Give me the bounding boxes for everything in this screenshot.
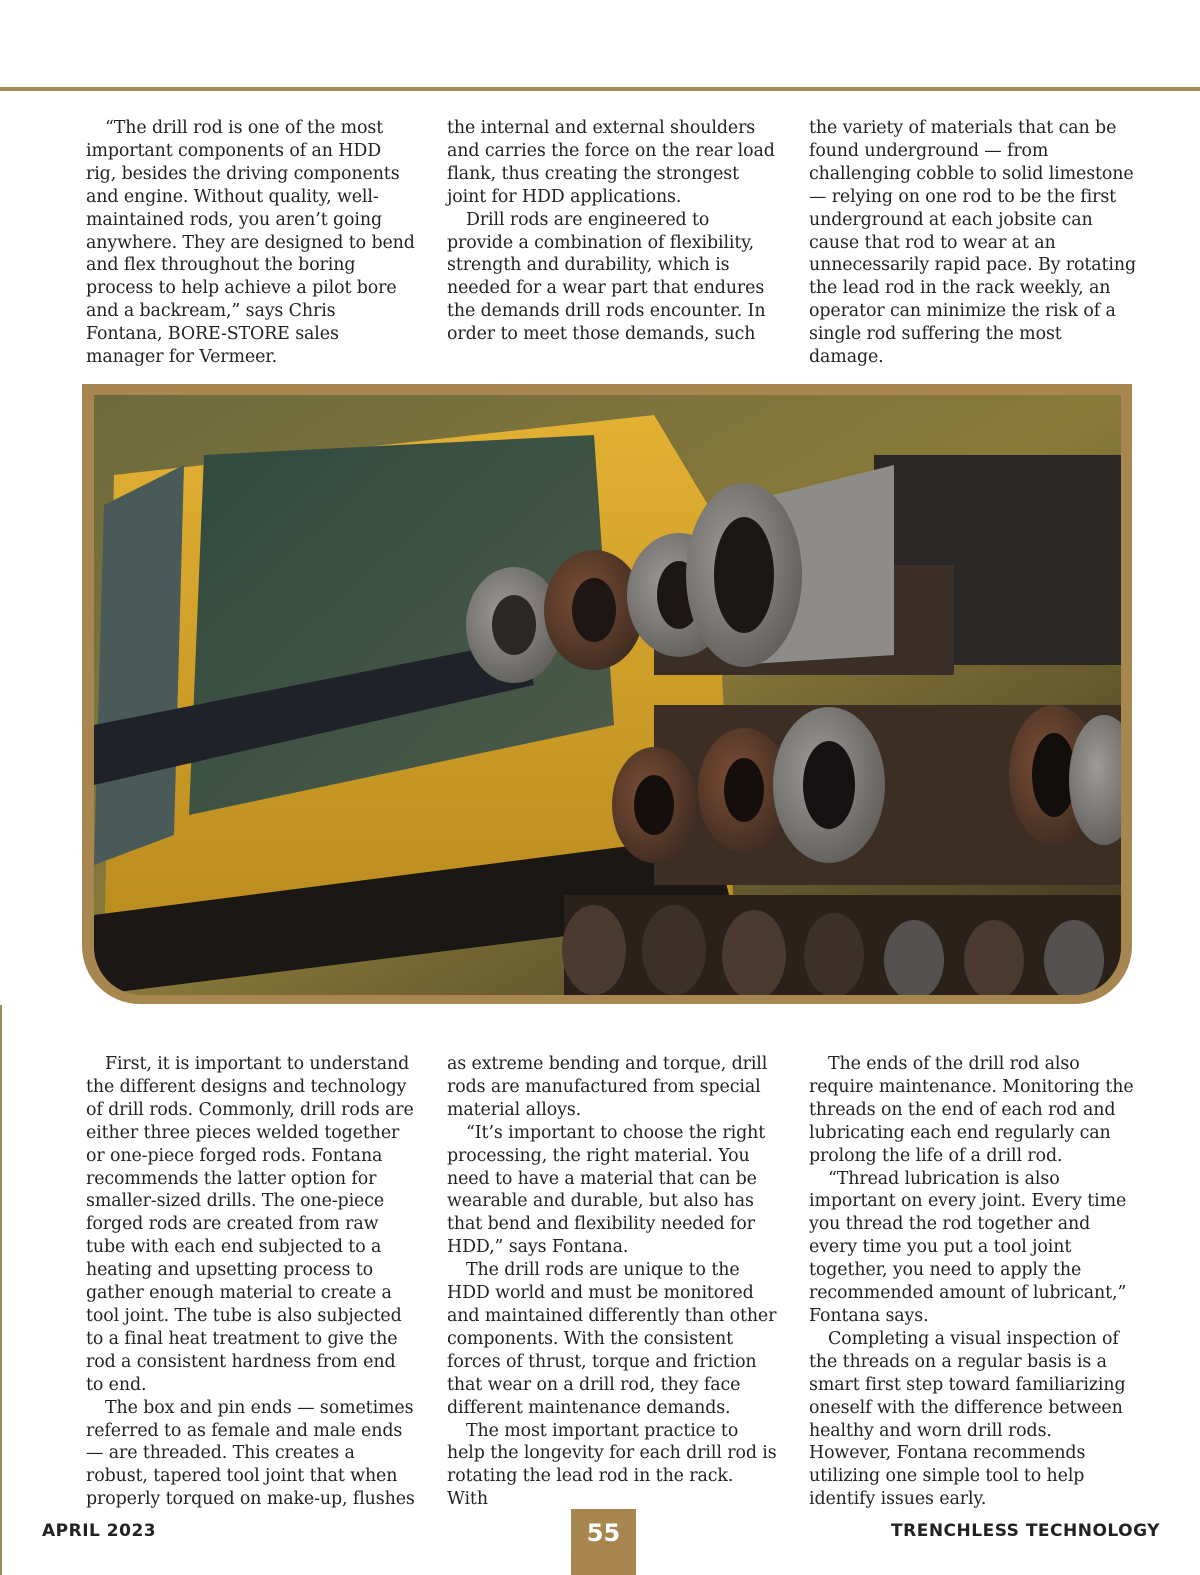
top-rule [0,87,1200,91]
issue-date: APRIL 2023 [42,1521,157,1541]
page-number-box [571,1509,636,1575]
paragraph: Completing a visual inspection of the threads on a regular basis is a smart first step toward familiarizing oneself with the difference between healthy and worn drill rods. However, Fontana recommends utilizing one simple tool to help identify issues early. [809,1328,1126,1510]
drill-rods-photo [94,395,1121,995]
paragraph: “The drill rod is one of the most important components of an HDD rig, besides the driving components and engine. Without quality, well-maintained rods, you aren’t going anywhere. They are designed to bend and flex throughout the boring process to help achieve a pilot bore and a backream,” says Chris Fontana, BORE-STORE sales manager for Vermeer. [86,118,415,368]
publication-name: TRENCHLESS TECHNOLOGY [891,1521,1160,1541]
page-number: 55 [586,1519,621,1547]
paragraph: “Thread lubrication is also important on every joint. Every time you thread the rod together and every time you put a tool joint together, you need to apply the recommended amount of lubricant,” Fontana says. [809,1168,1127,1326]
left-margin-rule [0,1005,2,1575]
paragraph: The ends of the drill rod also require maintenance. Monitoring the threads on the end of each rod and lubricating each end regularly can prolong the life of a drill rod. [809,1054,1134,1166]
paragraph: The most important practice to help the longevity for each drill rod is rotating the lead rod in the rack. With [447,1420,777,1510]
paragraph: as extreme bending and torque, drill rods are manufactured from special material alloys. [447,1054,768,1120]
paragraph: the internal and external shoulders and carries the force on the rear load flank, thus creating the strongest joint for HDD applications. [447,118,775,207]
article-column-2-bottom [447,1053,777,1511]
paragraph: Drill rods are engineered to provide a combination of flexibility, strength and durability, which is needed for a wear part that endures the demands drill rods encounter. In order to meet those demands, such [447,209,766,345]
paragraph: the variety of materials that can be found underground — from challenging cobble to solid limestone — relying on one rod to be the first underground at each jobsite can cause that rod to wear at an unnecessarily rapid pace. By rotating the lead rod in the rack weekly, an operator can minimize the risk of a single rod suffering the most damage. [809,118,1137,368]
paragraph: The drill rods are unique to the HDD world and must be monitored and maintained differently than other components. With the consistent forces of thrust, torque and friction that wear on a drill rod, they face different maintenance demands. [447,1260,777,1418]
article-column-2-top [447,117,777,346]
article-column-3-top [809,117,1139,369]
article-column-3-bottom [809,1053,1139,1511]
article-column-1-bottom [86,1053,416,1511]
paragraph: First, it is important to understand the different designs and technology of drill rods. Commonly, drill rods are either three pieces welded together or one-piece forged rods. Fontana recommends the latter option for smaller-sized drills. The one-piece forged rods are created from raw tube with each end subjected to a heating and upsetting process to gather enough material to create a tool joint. The tube is also subjected to a final heat treatment to give the rod a consistent hardness from end to end. [86,1054,414,1395]
paragraph: “It’s important to choose the right processing, the right material. You need to have a material that can be wearable and durable, but also has that bend and flexibility needed for HDD,” says Fontana. [447,1122,766,1258]
paragraph: The box and pin ends — sometimes referred to as female and male ends — are threaded. This creates a robust, tapered tool joint that when properly torqued on make-up, flushes [86,1397,415,1510]
article-column-1-top [86,117,416,369]
